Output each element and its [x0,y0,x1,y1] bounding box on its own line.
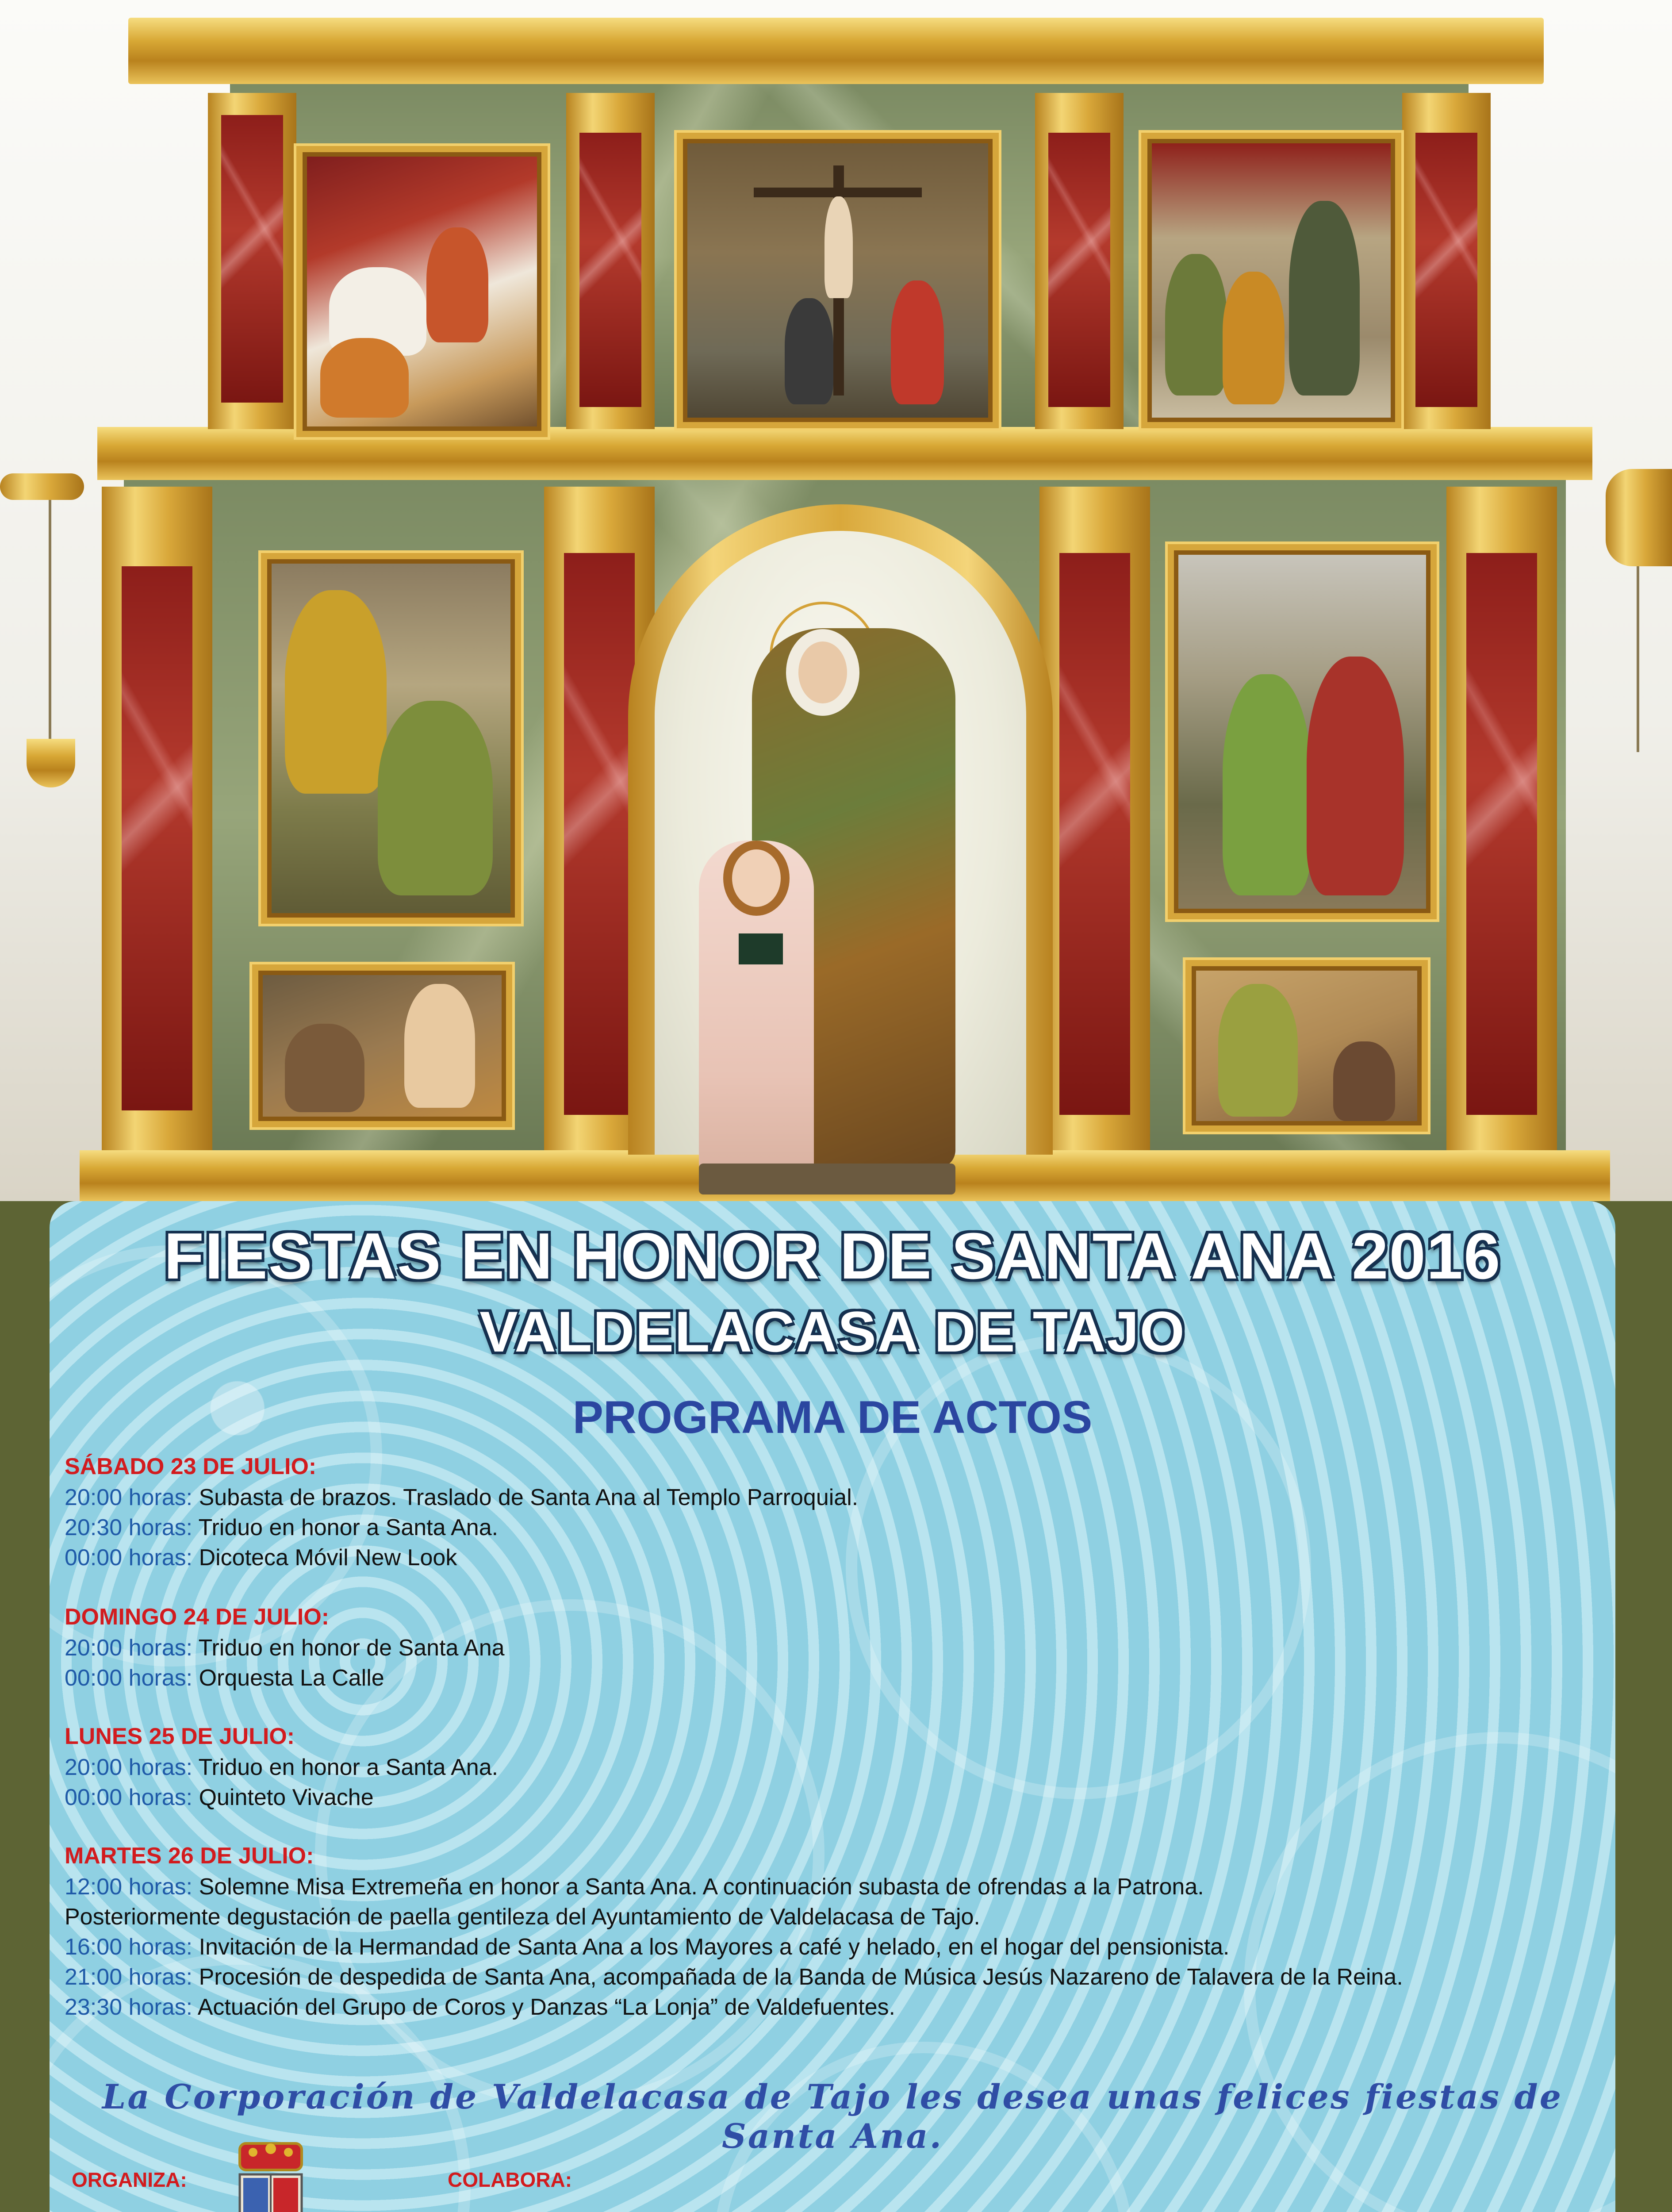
marble-column [1466,553,1537,1115]
poster-subtitle: VALDELACASA DE TAJO [479,1299,1185,1364]
event-text: Procesión de despedida de Santa Ana, acompañada de la Banda de Música Jesús Nazareno de Talavera de la Reina. [199,1964,1403,1990]
event-text: Invitación de la Hermandad de Santa Ana a los Mayores a café y helado, en el hogar del pensionista. [199,1934,1230,1960]
colabora-label: COLABORA: [448,2168,572,2191]
event-time: 00:00 horas: [65,1665,193,1691]
event-time: 20:30 horas: [65,1515,193,1540]
right-wall-lamp [1606,469,1672,779]
event-line [65,1484,858,1511]
painting-saint-elizabeth [1185,960,1428,1132]
marble-column [564,553,635,1115]
marble-column [1048,133,1110,407]
event-line [65,1904,980,1930]
organiza-label: ORGANIZA: [72,2168,187,2191]
event-time: 16:00 horas: [65,1934,193,1960]
event-line [65,1665,384,1691]
program-title: PROGRAMA DE ACTOS [572,1392,1093,1443]
event-time: 00:00 horas: [65,1545,193,1571]
event-time: 23:30 horas: [65,1994,193,2020]
event-text: Subasta de brazos. Traslado de Santa Ana al Templo Parroquial. [199,1485,859,1510]
event-line [65,1544,457,1571]
event-text: Triduo en honor a Santa Ana. [198,1515,499,1540]
event-line [65,1994,895,2020]
virgin-child-face [732,849,781,907]
statue-pedestal [699,1164,955,1194]
event-line [65,1754,498,1781]
painting-birth-of-mary [296,146,548,437]
event-line [65,1784,374,1811]
painting-presentation [1141,133,1401,428]
day-heading: LUNES 25 DE JULIO: [65,1724,295,1749]
left-wall-lamp [0,473,93,792]
program-panel [50,1201,1615,2212]
event-line [65,1874,1204,1900]
event-text: Quinteto Vivache [199,1785,374,1810]
painting-meeting-at-golden-gate [1168,544,1437,919]
event-time: 12:00 horas: [65,1874,193,1900]
event-text: Actuación del Grupo de Coros y Danzas “La Lonja” de Valdefuentes. [197,1994,896,2020]
poster-title: FIESTAS EN HONOR DE SANTA ANA 2016 [164,1220,1501,1293]
event-text: Dicoteca Móvil New Look [199,1545,457,1571]
event-time: 20:00 horas: [65,1485,193,1510]
book [739,933,783,964]
event-line [65,1964,1403,1990]
painting-holy-family [252,964,512,1127]
painting-annunciation-to-anne [261,553,521,924]
top-cornice [128,18,1544,84]
event-time: 21:00 horas: [65,1964,193,1990]
event-line [65,1635,505,1661]
saint-anne-face [798,641,847,703]
event-line [65,1514,498,1541]
marble-column [1059,553,1130,1115]
day-heading: DOMINGO 24 DE JULIO: [65,1604,330,1630]
painting-crucifixion [677,133,999,428]
event-text: Posteriormente degustación de paella gentileza del Ayuntamiento de Valdelacasa de Tajo. [65,1904,980,1930]
marble-column [579,133,641,407]
marble-column [1415,133,1477,407]
event-line [65,1934,1230,1960]
event-text: Orquesta La Calle [199,1665,384,1691]
event-time: 00:00 horas: [65,1785,193,1810]
event-text: Solemne Misa Extremeña en honor a Santa Ana. A continuación subasta de ofrendas a la Patrona. [199,1874,1204,1900]
coat-of-arms-icon [226,2139,315,2212]
day-heading: MARTES 26 DE JULIO: [65,1843,314,1869]
marble-column [122,566,192,1110]
event-time: 20:00 horas: [65,1635,193,1661]
event-text: Triduo en honor a Santa Ana. [198,1755,499,1780]
day-heading: SÁBADO 23 DE JULIO: [65,1454,317,1479]
closing-greeting: La Corporación de Valdelacasa de Tajo les desea unas felices fiestas de Santa Ana. [102,2077,1563,2156]
marble-column [221,115,283,403]
event-time: 20:00 horas: [65,1755,193,1780]
event-text: Triduo en honor de Santa Ana [198,1635,505,1661]
